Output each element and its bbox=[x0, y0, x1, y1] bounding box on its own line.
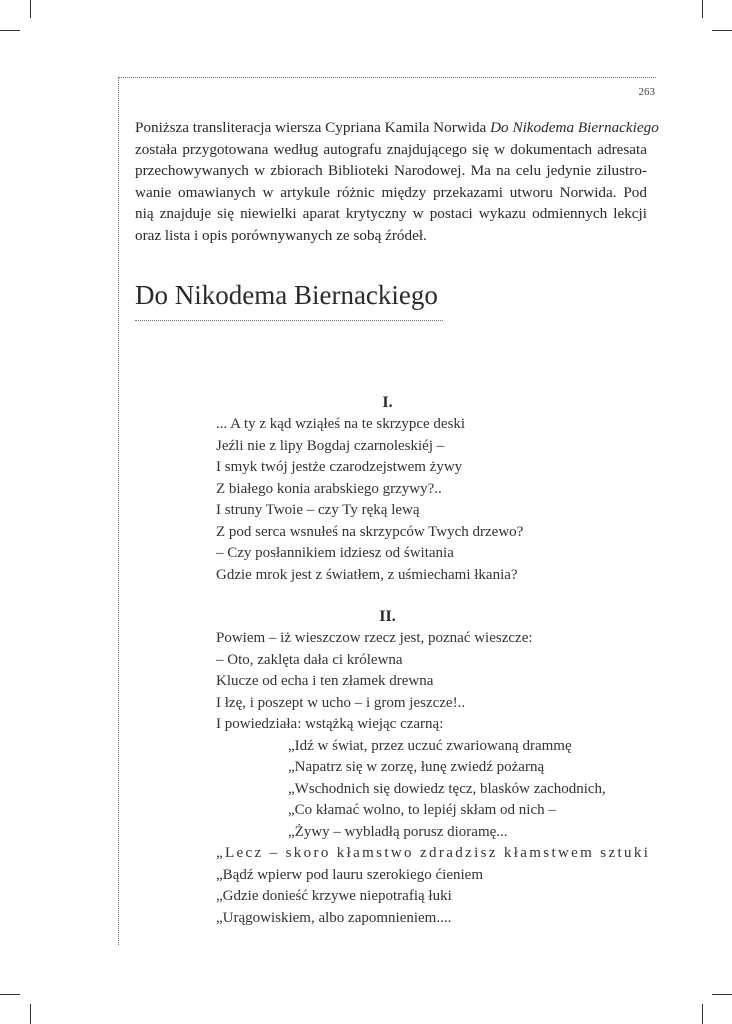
verse-line: I smyk twój jestże czarodzejstwem żywy bbox=[216, 459, 463, 475]
verse-line-indented: „Co kłamać wolno, to lepiéj skłam od nich – bbox=[288, 802, 556, 818]
intro-line-3: przechowywanych w zbiorach Biblioteki Narodowej. Ma na celu jedynie zilustro- bbox=[135, 162, 647, 179]
stanza-1-heading: I. bbox=[382, 394, 393, 411]
verse-line: I łzę, i poszept w ucho – i grom jeszcze!.. bbox=[216, 694, 466, 711]
verse-line: Gdzie mrok jest z światłem, z uśmiechami łkania? bbox=[216, 566, 518, 583]
verse-line: Powiem – iż wieszczow rzecz jest, poznać wieszcze: bbox=[216, 630, 533, 646]
verse-line-indented: „Idź w świat, przez uczuć zwariowaną drammę bbox=[288, 737, 572, 754]
crop-mark-top-left-horizontal bbox=[0, 30, 20, 31]
poem-title: Do Nikodema Biernackiego bbox=[135, 280, 438, 310]
verse-line: „Urągowiskiem, albo zapomnieniem.... bbox=[216, 909, 452, 926]
stanza-2-heading: II. bbox=[379, 608, 396, 625]
stanza-2-verse bbox=[216, 628, 650, 929]
verse-line: „Bądź wpierw pod lauru szerokiego ćieniem bbox=[216, 866, 483, 883]
verse-line: Z białego konia arabskiego grzywy?.. bbox=[216, 480, 442, 497]
verse-line: „Gdzie donieść krzywe niepotrafią łuki bbox=[216, 888, 452, 904]
verse-line-indented: „Żywy – wybladłą porusz dioramę... bbox=[288, 823, 508, 840]
verse-line: I powiedziała: wstążką wiejąc czarną: bbox=[216, 716, 444, 732]
verse-line: Z pod serca wsnułeś na skrzypców Twych drzewo? bbox=[216, 523, 524, 540]
crop-mark-top-right-vertical bbox=[702, 0, 703, 18]
verse-line: – Oto, zaklęta dała ci królewna bbox=[216, 651, 403, 668]
crop-mark-bottom-right-vertical bbox=[702, 1004, 703, 1024]
crop-mark-bottom-right-horizontal bbox=[712, 994, 732, 995]
page-frame-left-rule bbox=[118, 77, 119, 945]
crop-mark-bottom-left-horizontal bbox=[0, 994, 20, 995]
page-frame-top-rule bbox=[118, 77, 656, 78]
verse-line-indented: „Wschodnich się dowiedz tęcz, blasków zachodnich, bbox=[288, 780, 606, 797]
crop-mark-top-left-vertical bbox=[30, 0, 31, 18]
verse-line-indented: „Napatrz się w zorzę, łunę zwiedź pożarną bbox=[288, 759, 545, 775]
intro-line-1-text: Poniższa transliteracja wiersza Cypriana Kamila Norwida bbox=[135, 119, 491, 136]
page-number: 263 bbox=[638, 86, 655, 98]
verse-line-letterspaced: „Lecz – skoro kłamstwo zdradzisz kłamstwem sztuki bbox=[216, 845, 651, 861]
intro-line-4: wanie omawianych w artykule różnic między przekazami utworu Norwida. Pod bbox=[135, 183, 647, 201]
intro-line-2: została przygotowana według autografu znajdującego się w dokumentach adresata bbox=[135, 140, 647, 158]
crop-mark-top-right-horizontal bbox=[712, 30, 732, 31]
intro-poem-title-italic: Do Nikodema Biernackiego bbox=[490, 119, 659, 136]
verse-line: ... A ty z kąd wziąłeś na te skrzypce deski bbox=[216, 416, 466, 432]
verse-line: – Czy posłannikiem idziesz od świtania bbox=[216, 545, 454, 561]
stanza-1-verse bbox=[216, 414, 523, 586]
crop-mark-bottom-left-vertical bbox=[30, 1004, 31, 1024]
verse-line: I struny Twoie – czy Ty ręką lewą bbox=[216, 502, 420, 518]
intro-line-6: oraz lista i opis porównywanych ze sobą źródeł. bbox=[135, 226, 427, 244]
title-dotted-underline bbox=[135, 320, 443, 321]
verse-line: Jeźli nie z lipy Bogdaj czarnoleskiéj – bbox=[216, 437, 445, 454]
intro-line-1 bbox=[135, 117, 659, 139]
intro-line-5: nią znajduje się niewielki aparat krytyczny w postaci wykazu odmiennych lekcji bbox=[135, 205, 647, 222]
verse-line: Klucze od echa i ten złamek drewna bbox=[216, 673, 434, 689]
intro-paragraph bbox=[135, 117, 659, 246]
